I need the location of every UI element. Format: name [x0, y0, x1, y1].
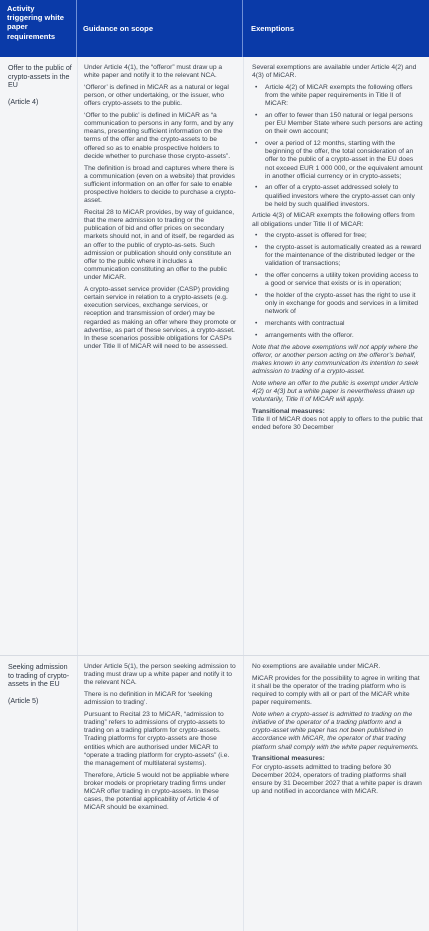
list-item: • merchants with contractual	[252, 320, 423, 328]
list-item: • an offer of a crypto-asset addressed solely to qualified investors where the crypto-asset can only be held by such qualified investors.	[252, 184, 423, 208]
list-item: • the crypto-asset is offered for free;	[252, 232, 423, 240]
exemptions-paragraph: MiCAR provides for the possibility to agree in writing that it shall be the operator of the trading platform who is required to comply with all or part of the MiCAR white paper requirements.	[252, 674, 420, 707]
guidance-paragraph: There is no definition in MiCAR for ‘seeking admission to trading’.	[84, 691, 213, 707]
list-item: • arrangements with the offeror.	[252, 332, 423, 340]
exemptions-list	[252, 84, 423, 108]
guidance-paragraph: The definition is broad and captures where there is a communication (even on a website) that provides sufficient information on an offer for sale to enable prospective holders to decide to purchase a crypto-asset.	[84, 164, 236, 205]
guidance-paragraph: Under Article 5(1), the person seeking admission to trading must draw up a white paper and notify it to the relevant NCA.	[84, 663, 236, 687]
note-paragraph: Note that the above exemptions will not apply where the offeror, or another person acting on the offeror’s behalf, makes known in any communication its intention to seek admission to trading of a crypto-asset.	[252, 343, 419, 376]
transitional-text: Title II of MiCAR does not apply to offers to the public that ended before 30 December	[252, 416, 423, 432]
guidance-paragraph: Under Article 4(1), the “offeror” must draw up a white paper and notify it to the relevant NCA.	[84, 64, 223, 80]
transitional-title: Transitional measures:	[252, 407, 325, 415]
exemptions-sublist	[252, 112, 423, 209]
list-item: • an offer to fewer than 150 natural or legal persons per EU Member State where such persons are acting on their own account;	[252, 112, 423, 136]
guidance-paragraph: ‘Offeror’ is defined in MiCAR as a natural or legal person, or other undertaking, or the issuer, who offers crypto-assets to the public.	[84, 83, 229, 108]
guidance-cell	[77, 57, 243, 655]
guidance-paragraph: ‘Offer to the public’ is defined in MiCAR as “a communication to persons in any form, and by any means, presenting sufficient information on the terms of the offer and the crypto-assets to be offered so as to enable prospective holders to decide whether to purchase those crypto-assets”.	[84, 111, 234, 160]
article-ref: (Article 5)	[8, 696, 39, 705]
activity-cell	[0, 57, 77, 655]
exemptions-cell	[243, 57, 429, 655]
note-paragraph: Note where an offer to the public is exempt under Article 4(2) or 4(3) but a white paper is nevertheless drawn up voluntarily, Title II of MiCAR will apply.	[252, 379, 419, 404]
activity-cell	[0, 656, 77, 931]
exemptions-intro: Several exemptions are available under Article 4(2) and 4(3) of MiCAR.	[252, 64, 417, 80]
guidance-paragraph: A crypto-asset service provider (CASP) providing certain service in relation to a crypto-assets (e.g. execution services, exchange services, or reception and transmission of order) may be regarded as making an offer where they promote or advertise, as part of these services, a crypto-asset. In these scenarios possible obligations for CASPs under Title II of MiCAR will need to be assessed.	[84, 285, 237, 350]
exemptions-sublist	[252, 232, 423, 340]
guidance-cell	[77, 656, 243, 931]
list-item: • the crypto-asset is automatically created as a reward for the maintenance of the distributed ledger or the validation of transactions;	[252, 244, 423, 268]
list-item: • the offer concerns a utility token providing access to a good or service that exists or is in operation;	[252, 272, 423, 288]
guidance-paragraph: Therefore, Article 5 would not be appliable where broker models or proprietary trading firms under MiCAR offer trading in crypto-assets. In these cases, the potential applicability of Article 4 of MiCAR should be examined.	[84, 771, 229, 812]
transitional-text: For crypto-assets admitted to trading before 30 December 2024, operators of trading platforms shall ensure by 31 December 2027 that a white paper is drawn up and notified in accordance with MiCAR.	[252, 763, 422, 795]
table-row-article-4	[0, 57, 429, 656]
note-paragraph: Note when a crypto-asset is admitted to trading on the initiative of the operator of a trading platform and a crypto-asset white paper has not been published in accordance with MiCAR, the operator of that trading platform shall comply with the white paper requirements.	[252, 710, 419, 751]
activity-label: Seeking admission to trading of crypto-assets in the EU	[8, 663, 70, 689]
header-activity: Activity triggering white paper requirements	[0, 0, 77, 57]
activity-label: Offer to the public of crypto-assets in the EU	[8, 64, 72, 90]
list-item: • the holder of the crypto-asset has the right to use it only in exchange for goods and services in a limited network of	[252, 292, 423, 316]
list-item: • over a period of 12 months, starting with the beginning of the offer, the total consideration of an offer to the public of a crypto-asset in the EU does not exceed EUR 1 000 000, or the equivalent amount in another official currency or in crypto-assets;	[252, 140, 423, 181]
guidance-paragraph: Pursuant to Recital 23 to MiCAR, “admission to trading” refers to admissions of crypto-assets to trading on a trading platform for crypto-assets. Trading platforms for crypto-assets are those entities which are authorised under MiCAR to “operate a trading platform for crypto-assets” (i.e. the management of multilateral systems).	[84, 710, 230, 767]
transitional-title: Transitional measures:	[252, 755, 325, 763]
header-guidance: Guidance on scope	[77, 0, 243, 57]
list-item: • Article 4(2) of MiCAR exempts the following offers from the white paper requirements in Title II of MiCAR:	[252, 84, 423, 108]
table-header	[0, 0, 429, 57]
exemptions-cell	[243, 656, 429, 931]
guidance-paragraph: Recital 28 to MiCAR provides, by way of guidance, that the mere admission to trading or the publication of bid and offer prices on secondary markets should not, in and of itself, be regarded as an offer to the public of crypto-as-sets. Such admission or publication should only constitute an offer to the public where it includes a communication constituting an offer to the public under MiCAR.	[84, 208, 235, 282]
exemptions-article-4-3: Article 4(3) of MiCAR exempts the following offers from all obligations under Title II of MiCAR:	[252, 212, 415, 228]
article-ref: (Article 4)	[8, 97, 39, 106]
exemptions-paragraph: No exemptions are available under MiCAR.	[252, 663, 381, 670]
table-row-article-5	[0, 656, 429, 931]
header-exemptions: Exemptions	[251, 24, 295, 33]
